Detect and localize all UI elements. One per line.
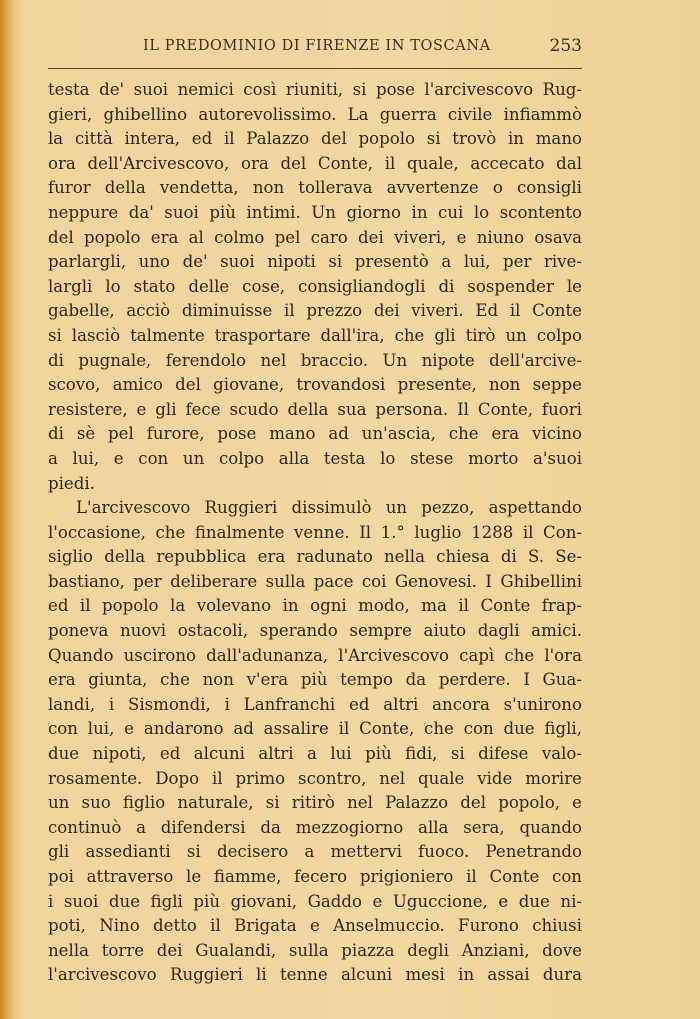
text-line: resistere, e gli fece scudo della sua persona. Il Conte, fuori [48, 399, 582, 419]
text-line: si lasciò talmente trasportare dall'ira, che gli tirò un colpo [48, 325, 582, 345]
text-line: largli lo stato delle cose, consigliandogli di sospender le [48, 276, 582, 296]
text-line: scovo, amico del giovane, trovandosi presente, non seppe [48, 375, 582, 395]
page-header [48, 36, 582, 64]
header-rule [48, 68, 582, 69]
text-line: Quando uscirono dall'adunanza, l'Arcivescovo capì che l'ora [48, 645, 582, 665]
text-line: a lui, e con un colpo alla testa lo stese morto a'suoi [48, 448, 582, 468]
text-line: poneva nuovi ostacoli, sperando sempre aiuto dagli amici. [48, 621, 582, 641]
text-line: del popolo era al colmo pel caro dei viveri, e niuno osava [48, 227, 582, 247]
text-line: parlargli, uno de' suoi nipoti si presentò a lui, per rive- [48, 252, 582, 272]
text-line: un suo figlio naturale, si ritirò nel Palazzo del popolo, e [48, 793, 582, 813]
text-line: nella torre dei Gualandi, sulla piazza degli Anziani, dove [48, 940, 582, 960]
paragraph [48, 496, 582, 988]
text-line: bastiano, per deliberare sulla pace coi Genovesi. I Ghibellini [48, 571, 582, 591]
text-line: due nipoti, ed alcuni altri a lui più fidi, si difese valo- [48, 744, 582, 764]
text-line: gli assedianti si decisero a mettervi fuoco. Penetrando [48, 842, 582, 862]
text-line: L'arcivescovo Ruggieri dissimulò un pezzo, aspettando [76, 498, 582, 518]
text-line: l'arcivescovo Ruggieri li tenne alcuni mesi in assai dura [48, 965, 582, 985]
running-title: IL PREDOMINIO DI FIRENZE IN TOSCANA [143, 38, 491, 54]
text-line: gieri, ghibellino autorevolissimo. La guerra civile infiammò [48, 104, 582, 124]
text-line: i suoi due figli più giovani, Gaddo e Uguccione, e due ni- [48, 891, 582, 911]
text-line: poi attraverso le fiamme, fecero prigioniero il Conte con [48, 867, 582, 886]
text-line: ed il popolo la volevano in ogni modo, ma il Conte frap- [48, 596, 582, 616]
paragraph [48, 78, 582, 496]
text-line: con lui, e andarono ad assalire il Conte, che con due figli, [48, 719, 582, 739]
text-line: gabelle, acciò diminuisse il prezzo dei viveri. Ed il Conte [48, 301, 582, 321]
page-number: 253 [549, 36, 582, 56]
body-text [48, 78, 582, 988]
text-line: la città intera, ed il Palazzo del popolo si trovò in mano [48, 129, 582, 149]
text-line: poti, Nino detto il Brigata e Anselmuccio. Furono chiusi [48, 916, 582, 936]
text-line: era giunta, che non v'era più tempo da perdere. I Gua- [48, 670, 582, 690]
text-line: piedi. [48, 473, 95, 493]
text-line: di pugnale, ferendolo nel braccio. Un nipote dell'arcive- [48, 350, 582, 370]
text-line: landi, i Sismondi, i Lanfranchi ed altri ancora s'unirono [48, 694, 582, 714]
text-line: ora dell'Arcivescovo, ora del Conte, il quale, accecato dal [48, 153, 582, 173]
text-line: testa de' suoi nemici così riuniti, si pose l'arcivescovo Rug- [48, 80, 582, 99]
text-line: siglio della repubblica era radunato nella chiesa di S. Se- [48, 547, 582, 567]
text-line: rosamente. Dopo il primo scontro, nel quale vide morire [48, 768, 582, 788]
text-line: furor della vendetta, non tollerava avvertenze o consigli [48, 178, 582, 198]
text-line: l'occasione, che finalmente venne. Il 1.° luglio 1288 il Con- [48, 522, 582, 542]
text-line: di sè pel furore, pose mano ad un'ascia, che era vicino [48, 424, 582, 444]
text-line: neppure da' suoi più intimi. Un giorno in cui lo scontento [48, 202, 582, 222]
text-line: continuò a difendersi da mezzogiorno alla sera, quando [48, 817, 582, 837]
